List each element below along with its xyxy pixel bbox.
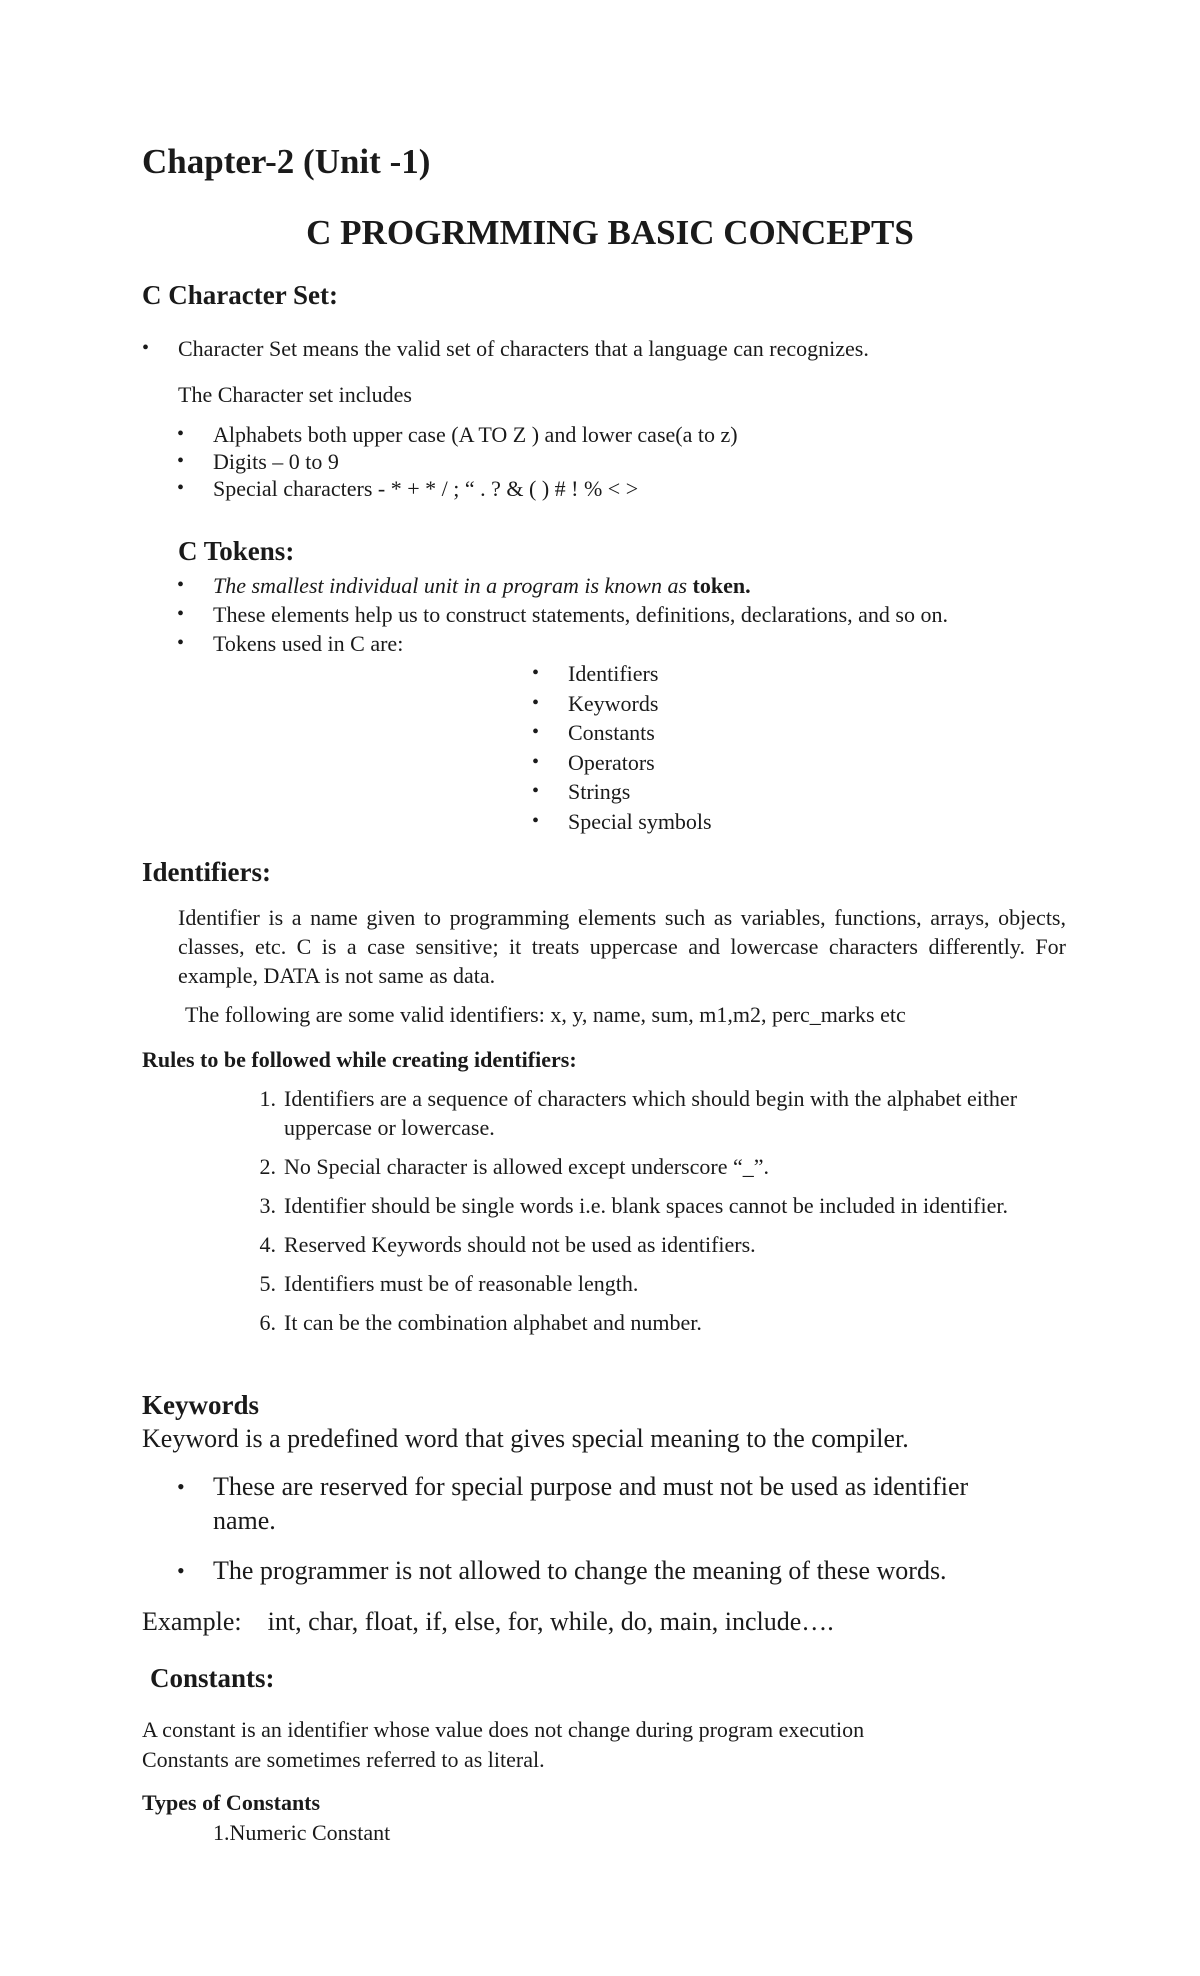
list-item: • Digits – 0 to 9 (177, 449, 339, 474)
keywords-definition: Keyword is a predefined word that gives special meaning to the compiler. (142, 1424, 909, 1453)
bullet-icon: • (532, 662, 540, 684)
rules-heading: Rules to be followed while creating identifiers: (142, 1047, 577, 1072)
bullet-icon: • (532, 750, 540, 773)
tokens-list (532, 659, 712, 836)
bullet-icon: • (532, 780, 540, 802)
constants-description (142, 1715, 864, 1775)
bullet-icon: • (177, 423, 185, 445)
list-item: • These are reserved for special purpose and must not be used as identifier name. (177, 1472, 969, 1535)
identifiers-heading: Identifiers: (142, 857, 271, 887)
identifiers-paragraph: Identifier is a name given to programming elements such as variables, functions, arrays, objects, classes, etc. C is a case sensitive; it treats uppercase and lowercase characters differently. For example, DATA is not same as data. (178, 905, 1066, 988)
bullet-icon: • (177, 477, 185, 499)
list-item: • Tokens used in C are: (177, 631, 404, 656)
character-set-definition (142, 334, 869, 363)
chapter-heading: Chapter-2 (Unit -1) (142, 142, 431, 181)
list-item: • Strings (568, 777, 712, 807)
bullet-icon: • (177, 450, 185, 472)
identifiers-valid-examples: The following are some valid identifiers: x, y, name, sum, m1,m2, perc_marks etc (185, 1002, 906, 1027)
rule-item: 3. Identifier should be single words i.e. blank spaces cannot be included in identifier. (259, 1193, 1008, 1218)
keywords-example (142, 1607, 834, 1637)
bullet-icon: • (532, 721, 540, 743)
list-item: • Identifiers (568, 659, 712, 689)
example-values: int, char, float, if, else, for, while, do, main, include…. (267, 1607, 834, 1636)
constants-heading: Constants: (150, 1663, 275, 1693)
rule-item: 4. Reserved Keywords should not be used as identifiers. (259, 1232, 756, 1257)
rules-list (259, 1084, 1074, 1347)
keywords-points (177, 1470, 1033, 1588)
list-item: • Operators (568, 748, 712, 778)
character-set-list (177, 421, 738, 502)
bullet-icon: • (532, 691, 540, 714)
list-item: • The programmer is not allowed to change the meaning of these words. (213, 1554, 1033, 1588)
types-of-constants-heading: Types of Constants (142, 1790, 321, 1815)
character-set-includes-label: The Character set includes (178, 382, 412, 407)
list-item: • Special characters - * + * / ; “ . ? & ( ) # ! % < > (177, 476, 639, 501)
character-set-heading: C Character Set: (142, 280, 338, 310)
keywords-heading: Keywords (142, 1390, 259, 1420)
rule-item: 5. Identifiers must be of reasonable length. (259, 1271, 639, 1296)
bullet-icon: • (177, 1474, 185, 1499)
example-label: Example: (142, 1607, 242, 1636)
list-item: • Keywords (568, 689, 712, 719)
bullet-icon: • (177, 574, 185, 596)
definition-text: Character Set means the valid set of characters that a language can recognizes. (178, 336, 869, 361)
type-numeric-constant: 1.Numeric Constant (213, 1820, 391, 1845)
bullet-icon: • (532, 809, 540, 832)
constants-line-2: Constants are sometimes referred to as literal. (142, 1747, 545, 1772)
bullet-icon: • (177, 632, 185, 654)
rule-item: 6. It can be the combination alphabet and number. (259, 1310, 702, 1335)
constants-line-1: A constant is an identifier whose value does not change during program execution (142, 1717, 865, 1742)
tokens-points (177, 571, 948, 658)
bullet-icon: • (177, 1558, 185, 1583)
document-title: C PROGRMMING BASIC CONCEPTS (306, 213, 914, 252)
list-item: • These elements help us to construct statements, definitions, declarations, and so on. (177, 602, 948, 627)
list-item: • Special symbols (568, 807, 712, 837)
list-item: • The smallest individual unit in a program is known as token. (177, 573, 751, 598)
rule-item: 1. Identifiers are a sequence of characters which should begin with the alphabet either uppercase or lowercase. (259, 1086, 1018, 1140)
list-item: • Constants (568, 718, 712, 748)
bullet-icon: • (177, 603, 185, 625)
tokens-heading: C Tokens: (178, 536, 295, 566)
bullet-icon: • (142, 337, 150, 359)
list-item: • Alphabets both upper case (A TO Z ) and lower case(a to z) (177, 422, 738, 447)
rule-item: 2. No Special character is allowed except underscore “_”. (259, 1154, 769, 1179)
